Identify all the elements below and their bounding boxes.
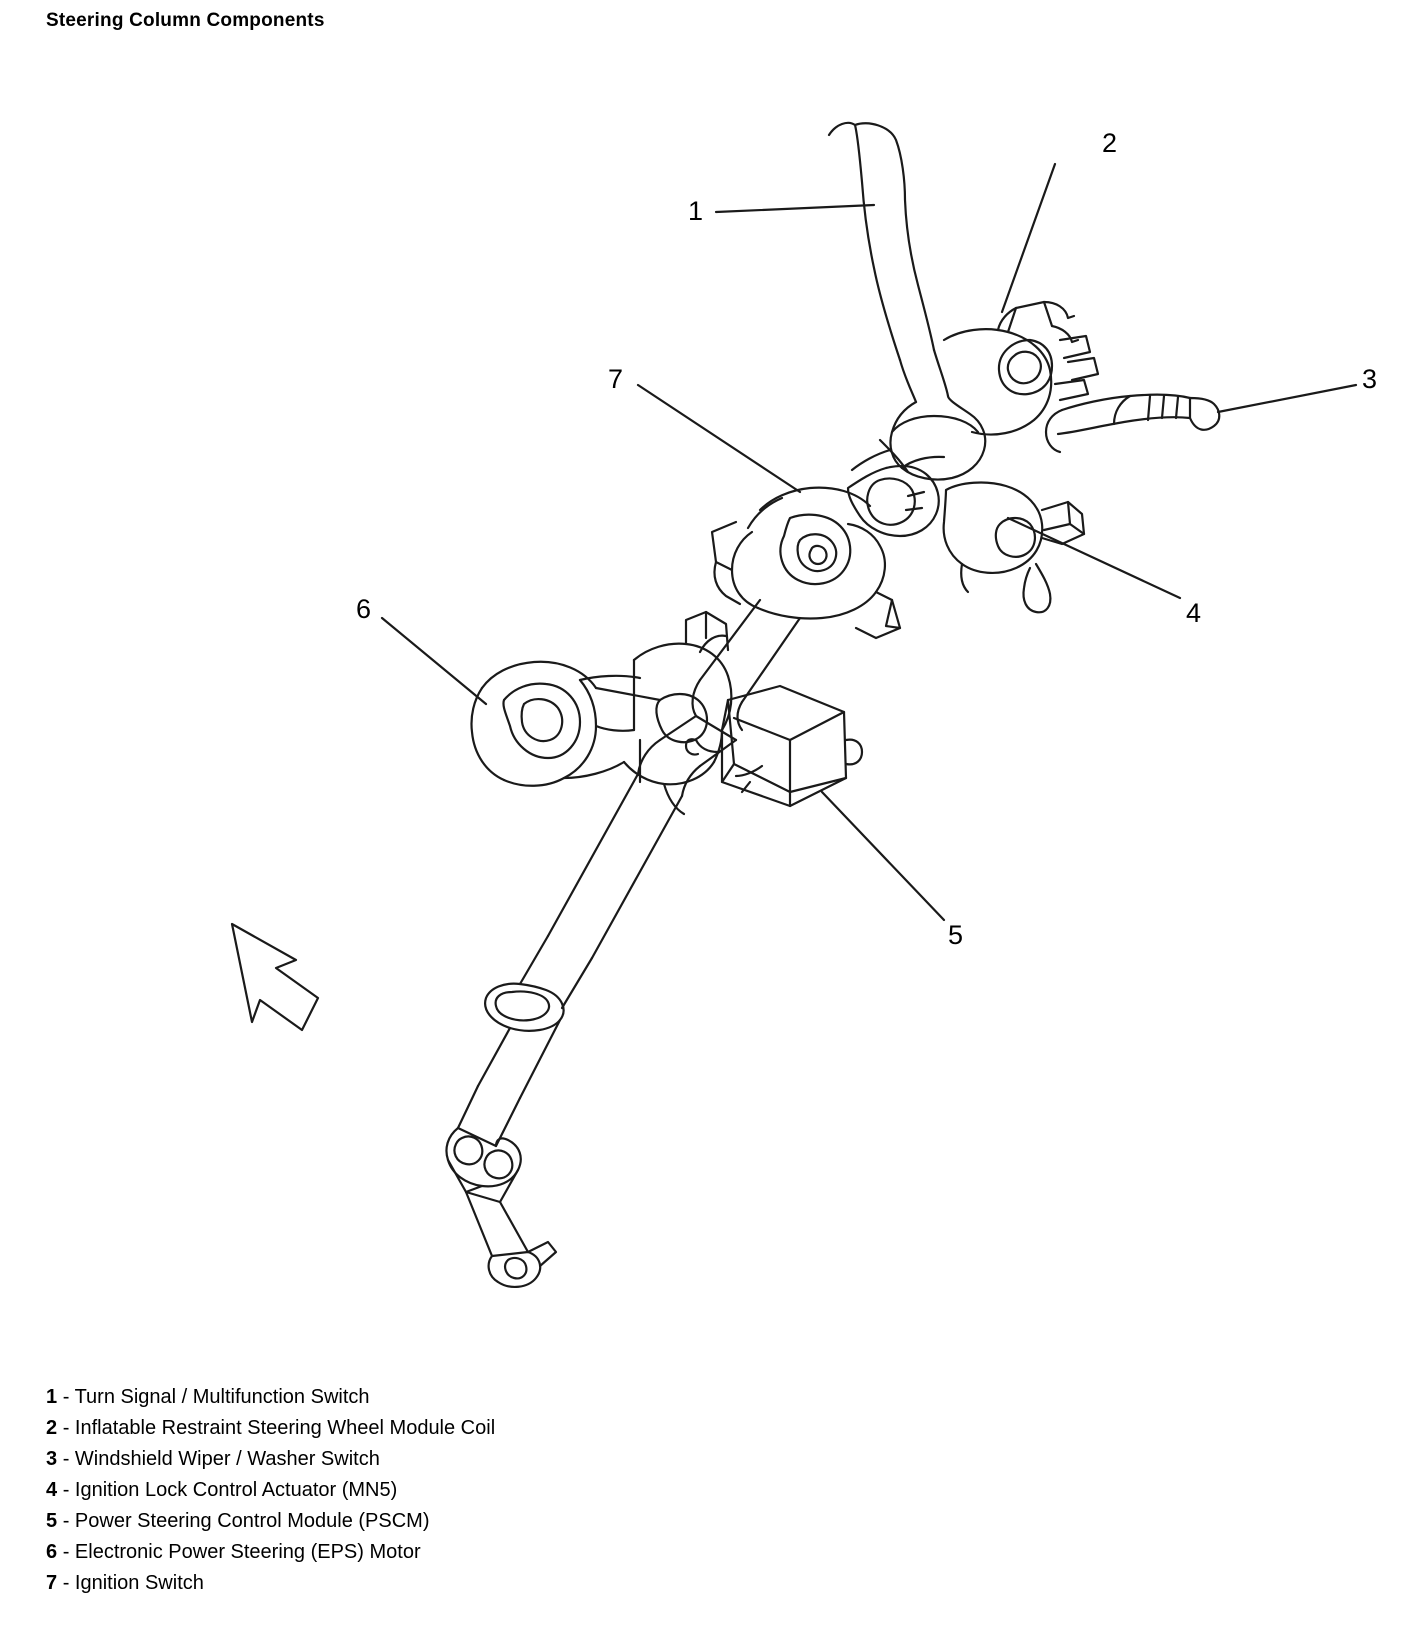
legend-number: 3 xyxy=(46,1448,58,1470)
legend-separator: - xyxy=(62,1448,70,1470)
legend-label: Power Steering Control Module (PSCM) xyxy=(74,1510,430,1532)
legend-item-1 xyxy=(46,1382,1046,1413)
legend-separator: - xyxy=(62,1417,70,1439)
legend-label: Windshield Wiper / Washer Switch xyxy=(74,1448,380,1470)
legend-item-2 xyxy=(46,1413,1046,1444)
legend-item-6 xyxy=(46,1537,1046,1568)
callout-1: 1 xyxy=(688,196,704,226)
ignition-lock-actuator-part xyxy=(944,483,1084,613)
legend-label: Turn Signal / Multifunction Switch xyxy=(74,1386,370,1408)
legend-label: Ignition Switch xyxy=(74,1572,204,1594)
legend-number: 4 xyxy=(46,1479,58,1501)
legend-separator: - xyxy=(62,1510,70,1532)
legend-separator: - xyxy=(62,1386,70,1408)
callout-5: 5 xyxy=(948,920,964,950)
turn-signal-lever-part xyxy=(829,123,985,480)
steering-column-lower-shaft xyxy=(446,774,682,1287)
eps-gear-housing xyxy=(624,612,731,814)
legend-item-7 xyxy=(46,1568,1046,1599)
legend-label: Ignition Lock Control Actuator (MN5) xyxy=(74,1479,398,1501)
callout-3: 3 xyxy=(1362,364,1378,394)
ignition-switch-part xyxy=(848,440,939,536)
forward-direction-arrow xyxy=(232,924,318,1030)
legend xyxy=(46,1382,1046,1599)
callout-2: 2 xyxy=(1102,128,1118,158)
column-upper-bracket xyxy=(712,488,900,638)
multifunction-switch-housing xyxy=(944,302,1098,435)
legend-separator: - xyxy=(62,1572,70,1594)
eps-motor-part xyxy=(471,662,660,786)
legend-item-4 xyxy=(46,1475,1046,1506)
legend-number: 6 xyxy=(46,1541,58,1563)
callout-6: 6 xyxy=(356,594,372,624)
legend-label: Electronic Power Steering (EPS) Motor xyxy=(74,1541,421,1563)
callout-7: 7 xyxy=(608,364,624,394)
wiper-washer-lever-part xyxy=(1046,395,1219,452)
legend-item-3 xyxy=(46,1444,1046,1475)
pscm-module-part xyxy=(686,686,862,806)
legend-number: 1 xyxy=(46,1386,58,1408)
legend-number: 7 xyxy=(46,1572,58,1594)
steering-column-diagram xyxy=(0,40,1408,1330)
legend-number: 2 xyxy=(46,1417,58,1439)
page-title: Steering Column Components xyxy=(46,10,325,31)
callout-4: 4 xyxy=(1186,598,1202,628)
legend-label: Inflatable Restraint Steering Wheel Module Coil xyxy=(74,1417,496,1439)
legend-number: 5 xyxy=(46,1510,58,1532)
legend-separator: - xyxy=(62,1541,70,1563)
legend-separator: - xyxy=(62,1479,70,1501)
legend-item-5 xyxy=(46,1506,1046,1537)
callout-leader-lines xyxy=(382,164,1356,920)
callout-numbers xyxy=(356,128,1377,950)
